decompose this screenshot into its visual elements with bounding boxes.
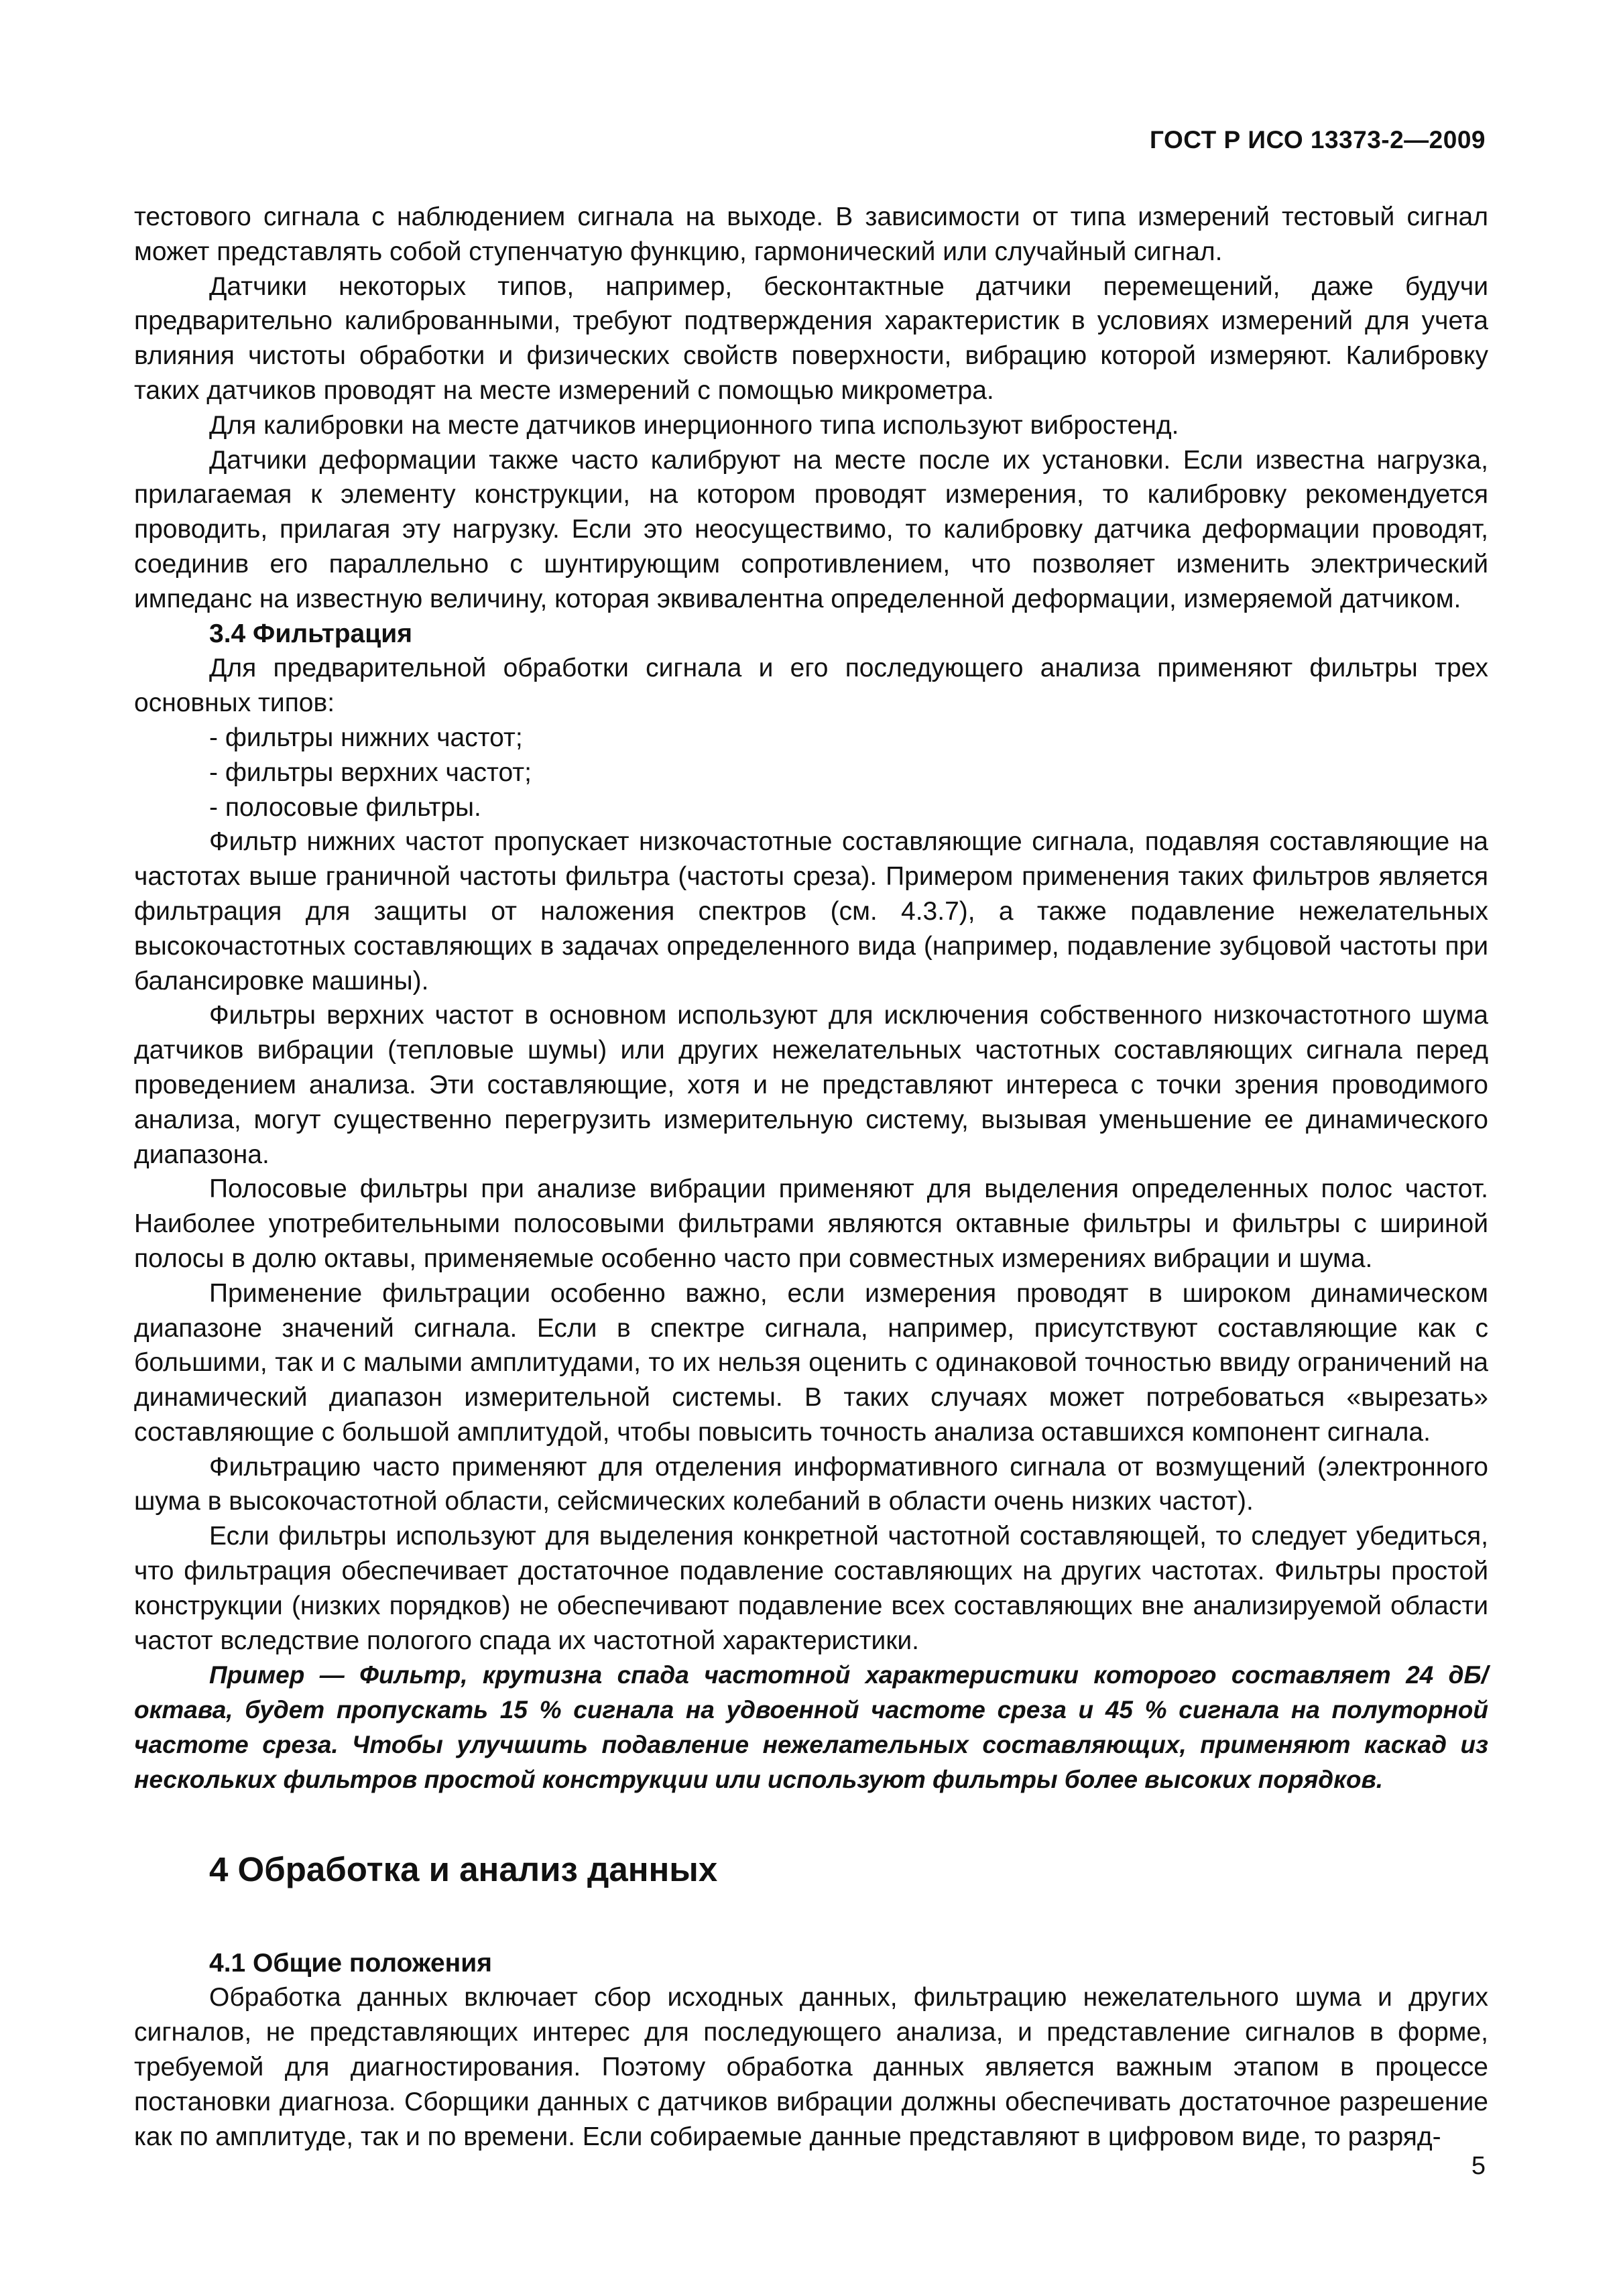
- paragraph: Фильтры верхних частот в основном используют для исключения собственного низкочастотного шума датчиков вибрации (тепловые шумы) или других нежелательных частотных составляющих сигнала перед проведением анализа. Эти составляющие, хотя и не представляют интереса с точки зрения проводимого анализа, могут существенно перегрузить измерительную систему, вызывая уменьшение ее динамического диапазона.: [134, 1001, 1488, 1169]
- paragraph: Обработка данных включает сбор исходных данных, фильтрацию нежелательного шума и других сигналов, не представляющих интерес для последующего анализа, и представление сигналов в форме, требуемой для диагностирования. Поэтому обработка данных является важным этапом в процессе постановки диагноза. Сборщики данных с датчиков вибрации должны обеспечивать достаточное разрешение как по амплитуде, так и по времени. Если собираемые данные представляют в цифровом виде, то разряд-: [134, 1983, 1488, 2151]
- section-heading-3-4: 3.4 Фильтрация: [209, 619, 412, 648]
- section-heading-4: 4 Обработка и анализ данных: [209, 1850, 718, 1888]
- filter-types-list: [134, 721, 1488, 825]
- list-item: - полосовые фильтры.: [209, 792, 481, 822]
- paragraph: Датчики деформации также часто калибруют на месте после их установки. Если известна нагрузка, прилагаемая к элементу конструкции, на котором проводят измерения, то калибровку рекомендуется проводить, прилагая эту нагрузку. Если это неосуществимо, то калибровку датчика деформации проводят, соединив его параллельно с шунтирующим сопротивлением, что позволяет изменить электрический импеданс на известную величину, которая эквивалентна определенной деформации, измеряемой датчиком.: [134, 445, 1488, 613]
- paragraph: Для калибровки на месте датчиков инерционного типа используют вибростенд.: [209, 410, 1179, 440]
- paragraph: Фильтрацию часто применяют для отделения информативного сигнала от возмущений (электронного шума в высокочастотной области, сейсмических колебаний в области очень низких частот).: [134, 1452, 1488, 1516]
- paragraph-continuation: тестового сигнала с наблюдением сигнала на выходе. В зависимости от типа измерений тестовый сигнал может представлять собой ступенчатую функцию, гармонический или случайный сигнал.: [134, 202, 1488, 266]
- example-note: Пример — Фильтр, крутизна спада частотной характеристики которого составляет 24 дБ/октава, будет пропускать 15 % сигнала на удвоенной частоте среза и 45 % сигнала на полуторной частоте среза. Чтобы улучшить подавление нежелательных составляющих, применяют каскад из нескольких фильтров простой конструкции или используют фильтры более высоких порядков.: [134, 1661, 1488, 1793]
- document-header: ГОСТ Р ИСО 13373-2—2009: [1150, 126, 1486, 154]
- paragraph: Полосовые фильтры при анализе вибрации применяют для выделения определенных полос частот. Наиболее употребительными полосовыми фильтрами являются октавные фильтры и фильтры с шириной полосы в долю октавы, применяемые особенно часто при совместных измерениях вибрации и шума.: [134, 1174, 1488, 1273]
- page-number: 5: [1471, 2152, 1486, 2180]
- list-item: - фильтры нижних частот;: [209, 723, 523, 752]
- list-item: - фильтры верхних частот;: [209, 758, 532, 787]
- paragraph: Применение фильтрации особенно важно, если измерения проводят в широком динамическом диапазоне значений сигнала. Если в спектре сигнала, например, присутствуют составляющие как с большими, так и с малыми амплитудами, то их нельзя оценить с одинаковой точностью ввиду ограничений на динамический диапазон измерительной системы. В таких случаях может потребоваться «вырезать» составляющие с большой амплитудой, чтобы повысить точность анализа оставшихся компонент сигнала.: [134, 1278, 1488, 1447]
- subsection-heading-4-1: 4.1 Общие положения: [209, 1948, 492, 1978]
- paragraph: Если фильтры используют для выделения конкретной частотной составляющей, то следует убедиться, что фильтрация обеспечивает достаточное подавление составляющих на других частотах. Фильтры простой конструкции (низких порядков) не обеспечивают подавление всех составляющих вне анализируемой области частот вследствие пологого спада их частотной характеристики.: [134, 1522, 1488, 1655]
- paragraph: Для предварительной обработки сигнала и его последующего анализа применяют фильтры трех основных типов:: [134, 654, 1488, 718]
- document-body: [134, 200, 1488, 2154]
- paragraph: Датчики некоторых типов, например, бесконтактные датчики перемещений, даже будучи предварительно калиброванными, требуют подтверждения характеристик в условиях измерений для учета влияния чистоты обработки и физических свойств поверхности, вибрацию которой измеряют. Калибровку таких датчиков проводят на месте измерений с помощью микрометра.: [134, 271, 1488, 405]
- paragraph: Фильтр нижних частот пропускает низкочастотные составляющие сигнала, подавляя составляющие на частотах выше граничной частоты фильтра (частоты среза). Примером применения таких фильтров является фильтрация для защиты от наложения спектров (см. 4.3.7), а также подавление нежелательных высокочастотных составляющих в задачах определенного вида (например, подавление зубцовой частоты при балансировке машины).: [134, 827, 1488, 995]
